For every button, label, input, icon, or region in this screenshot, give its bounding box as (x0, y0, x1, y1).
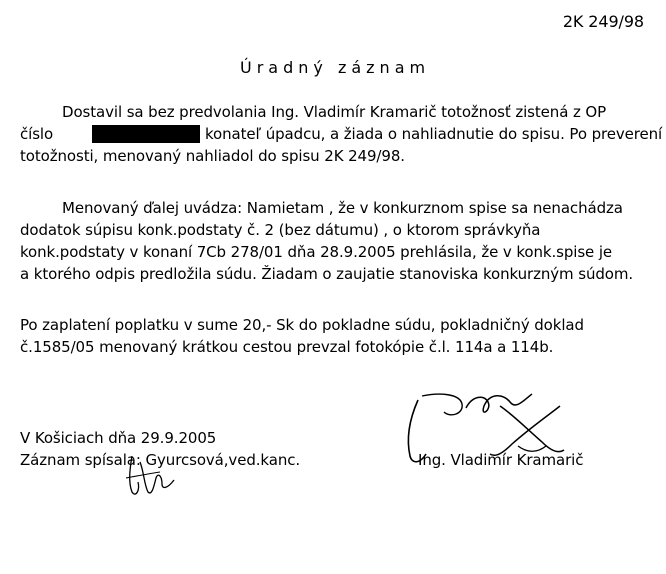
p2-line3: konk.podstaty v konaní 7Cb 278/01 dňa 28.9.2005 prehlásila, že v konk.spise je (20, 243, 613, 261)
p2-line1: Menovaný ďalej uvádza: Namietam , že v konkurznom spise sa nenachádza (62, 199, 623, 217)
place-date: V Košiciach dňa 29.9.2005 (20, 429, 217, 447)
p2-line2: dodatok súpisu konk.podstaty č. 2 (bez dátumu) , o ktorom správkyňa (20, 221, 541, 239)
signatory-signature (400, 388, 580, 468)
p2-line4: a ktorého odpis predložila súdu. Žiadam o zaujatie stanoviska konkurzným súdom. (20, 265, 634, 283)
p3-line2: č.1585/05 menovaný krátkou cestou prevzal fotokópie č.l. 114a a 114b. (20, 338, 554, 356)
recorded-by: Záznam spísala: Gyurcsová,ved.kanc. (20, 451, 301, 469)
clerk-signature (118, 452, 188, 502)
p1-line2a: číslo (20, 125, 54, 143)
p1-line1: Dostavil sa bez predvolania Ing. Vladimír Kramarič totožnosť zistená z OP (62, 103, 607, 121)
case-number: 2K 249/98 (562, 12, 644, 31)
p1-line3: totožnosti, menovaný nahliadol do spisu 2K 249/98. (20, 147, 405, 165)
document-title: Úradný záznam (240, 58, 431, 77)
p3-line1: Po zaplatení poplatku v sume 20,- Sk do pokladne súdu, pokladničný doklad (20, 316, 584, 334)
redaction-bar (92, 125, 200, 143)
signatory-name: Ing. Vladimír Kramarič (418, 451, 584, 469)
p1-line2b: konateľ úpadcu, a žiada o nahliadnutie do spisu. Po preverení (205, 125, 663, 143)
